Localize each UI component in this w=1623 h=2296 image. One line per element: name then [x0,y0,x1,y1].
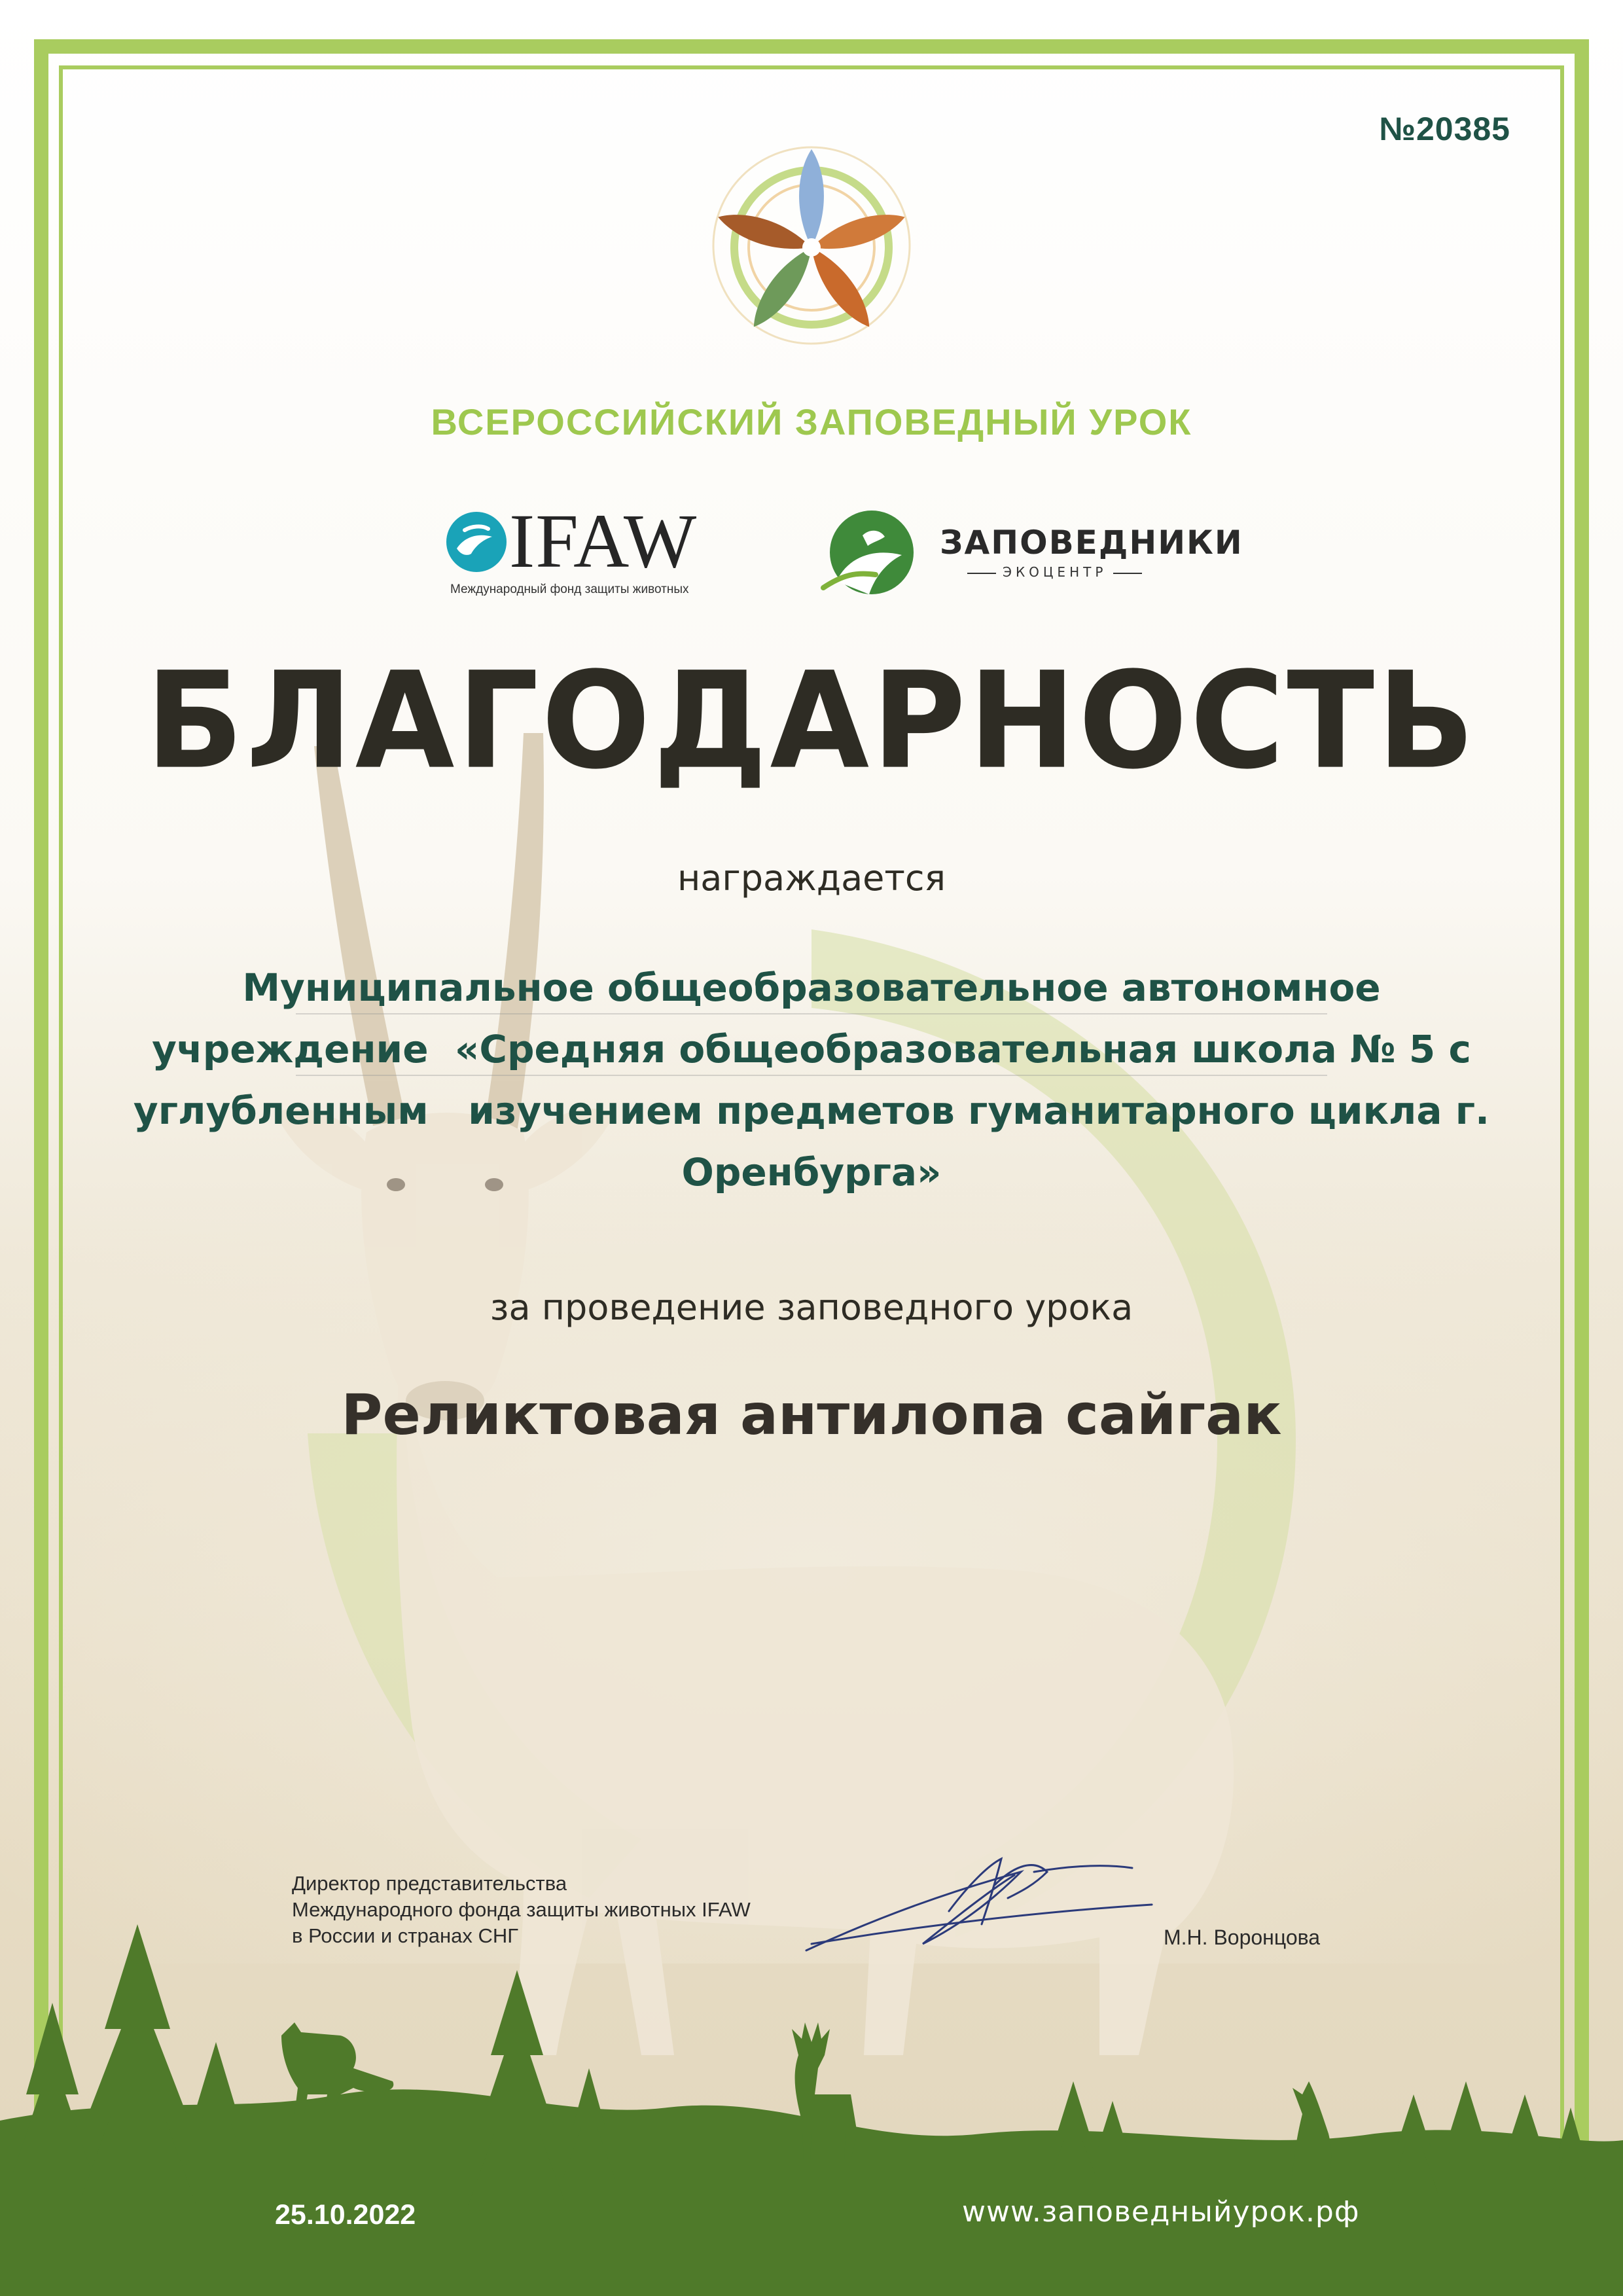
signer-title [292,1871,751,1949]
ifaw-logo-icon [445,511,508,573]
recipient-underline [296,1075,1327,1076]
ifaw-wordmark: IFAW [509,498,698,584]
recipient-underline [296,1013,1327,1014]
handwritten-signature [798,1846,1165,1964]
lesson-title: Реликтовая антилопа сайгак [341,1382,1282,1448]
certificate-title: БЛАГОДАРНОСТЬ [145,643,1478,799]
signer-title-line: в России и странах СНГ [292,1924,519,1947]
reason-label: за проведение заповедного урока [490,1287,1133,1328]
recipient-line: Муниципальное общеобразовательное автономное [242,965,1381,1010]
website-link[interactable]: www.заповедныйурок.рф [962,2195,1360,2229]
recipient-line: углубленным изучением предметов гуманитарного цикла г. [133,1088,1490,1133]
recipient-name [131,957,1492,1203]
certificate-number: №20385 [1379,111,1510,147]
signer-name: М.Н. Воронцова [1164,1926,1321,1949]
flower-logo-icon [687,131,936,360]
issue-date: 25.10.2022 [275,2199,416,2231]
recipient-line: Оренбурга» [681,1150,942,1194]
event-title: ВСЕРОССИЙСКИЙ ЗАПОВЕДНЫЙ УРОК [431,401,1192,442]
zapovedniki-subtitle [961,564,1149,580]
zapovedniki-name: ЗАПОВЕДНИКИ [940,524,1243,562]
signer-title-line: Директор представительства [292,1872,567,1895]
signer-title-line: Международного фонда защиты животных IFAW [292,1898,751,1921]
zapovedniki-sub-text: ЭКОЦЕНТР [1003,564,1107,580]
awarded-label: награждается [677,857,946,899]
zapovedniki-logo-icon [817,509,921,598]
ifaw-tagline: Международный фонд защиты животных [450,583,689,596]
recipient-line: учреждение «Средняя общеобразовательная школа № 5 с [152,1027,1471,1071]
